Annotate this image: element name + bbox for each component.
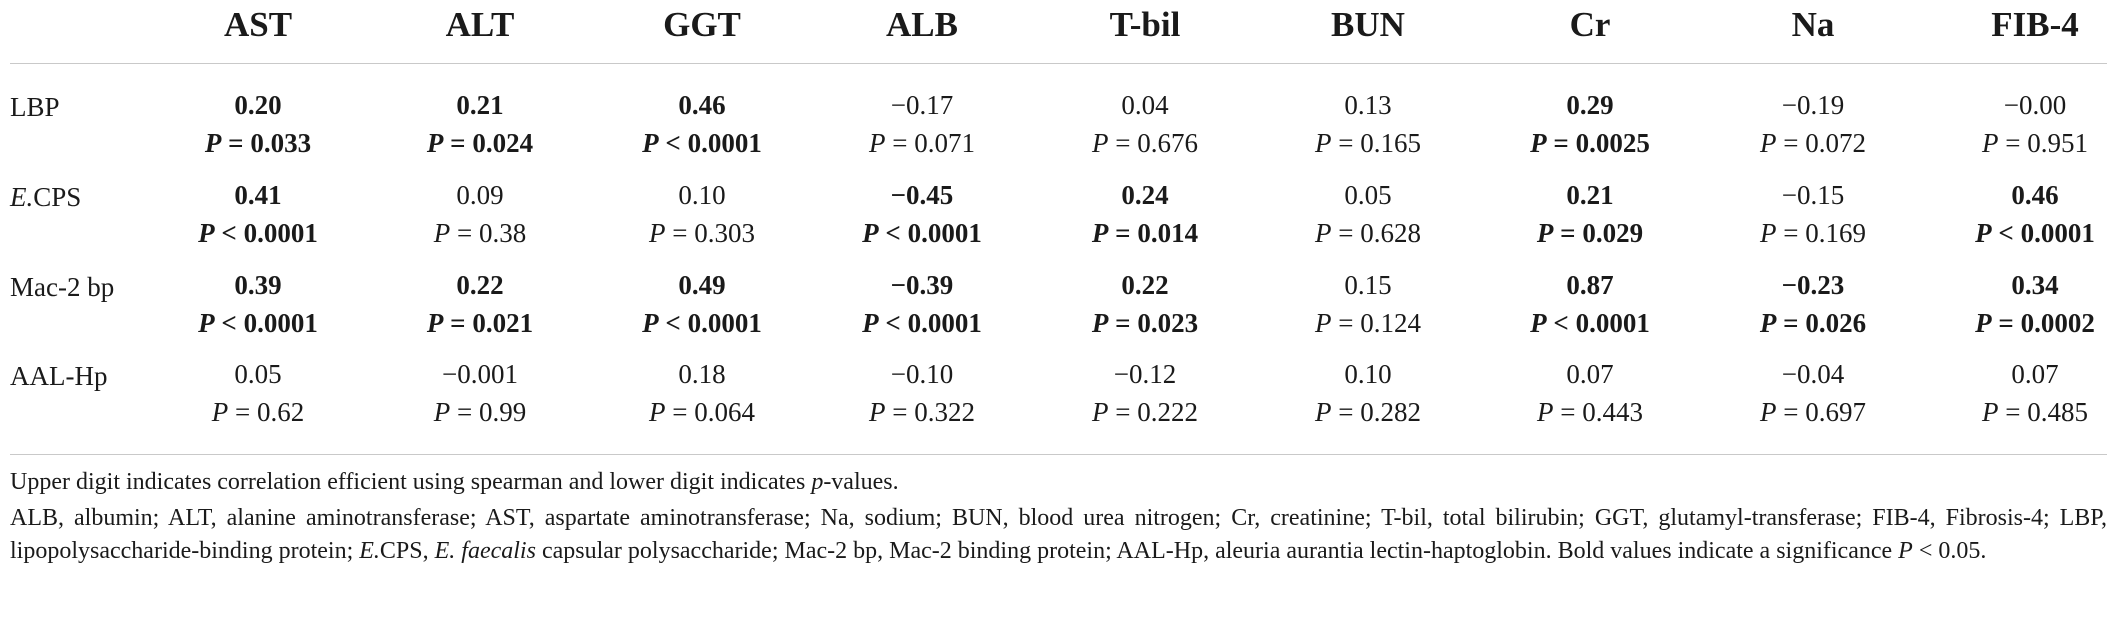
p-value — [807, 124, 1037, 162]
correlation-coefficient: 0.46 — [2011, 180, 2059, 210]
p-number: 0.0002 — [2020, 308, 2095, 338]
p-number: 0.303 — [694, 218, 755, 248]
p-operator: = — [450, 397, 479, 427]
p-symbol: P — [1536, 218, 1554, 248]
p-operator: < — [1991, 218, 2021, 248]
p-symbol: P — [433, 218, 451, 248]
table-cell — [807, 176, 1037, 252]
correlation-coefficient: −0.04 — [1781, 359, 1845, 389]
p-number: 0.0001 — [907, 308, 982, 338]
correlation-coefficient: −0.10 — [890, 359, 954, 389]
table-cell — [1920, 355, 2117, 431]
correlation-coefficient: 0.21 — [1566, 180, 1614, 210]
header-divider — [10, 63, 2107, 64]
p-value — [365, 393, 595, 431]
p-number: 0.021 — [472, 308, 534, 338]
table-cell — [143, 176, 373, 252]
p-value — [1030, 393, 1260, 431]
footnote-line-2 — [10, 502, 2107, 568]
p-operator: = — [1776, 397, 1806, 427]
p-operator: = — [443, 308, 473, 338]
p-operator: = — [1998, 397, 2028, 427]
row-label-text: CPS — [33, 182, 82, 212]
p-operator: = — [450, 218, 479, 248]
p-number: 0.033 — [250, 128, 312, 158]
p-operator: = — [1776, 128, 1806, 158]
p-symbol: P — [1760, 128, 1777, 158]
p-value — [1253, 124, 1483, 162]
row-label-italic: E. — [10, 182, 34, 212]
column-header: T-bil — [1109, 5, 1181, 44]
p-number: 0.072 — [1805, 128, 1866, 158]
table-cell — [1920, 176, 2117, 252]
footnote-text: capsular polysaccharide; Mac-2 bp, Mac-2 binding protein; AAL-Hp, aleuria aurantia lectin-haptoglobin. Bold values indicate a significance — [535, 538, 1899, 564]
correlation-coefficient: −0.001 — [442, 359, 518, 389]
table-cell — [1475, 86, 1705, 162]
p-number: 0.071 — [914, 128, 975, 158]
correlation-coefficient: −0.15 — [1781, 180, 1845, 210]
row-label — [10, 182, 81, 213]
p-value — [587, 124, 817, 162]
p-operator: = — [665, 218, 695, 248]
p-value — [1253, 214, 1483, 252]
p-value — [1698, 124, 1928, 162]
p-number: 0.0001 — [907, 218, 982, 248]
p-operator: = — [1108, 308, 1138, 338]
correlation-coefficient: 0.34 — [2011, 270, 2059, 300]
correlation-coefficient: 0.87 — [1566, 270, 1614, 300]
table-cell — [143, 86, 373, 162]
p-value — [365, 304, 595, 342]
p-number: 0.38 — [478, 218, 527, 248]
correlation-coefficient: −0.17 — [890, 90, 954, 120]
correlation-coefficient: 0.15 — [1344, 270, 1392, 300]
correlation-coefficient: 0.21 — [456, 90, 504, 120]
p-operator: = — [1331, 128, 1361, 158]
p-operator: < — [214, 308, 244, 338]
p-number: 0.0001 — [1575, 308, 1650, 338]
table-cell — [587, 266, 817, 342]
p-symbol: P — [1537, 397, 1554, 427]
p-symbol: P — [862, 218, 879, 248]
p-symbol: P — [204, 128, 222, 158]
p-symbol: P — [198, 308, 215, 338]
correlation-coefficient: 0.13 — [1344, 90, 1392, 120]
p-symbol: P — [862, 308, 879, 338]
p-operator: = — [1776, 218, 1806, 248]
p-operator: = — [1776, 308, 1806, 338]
p-symbol: P — [1315, 308, 1332, 338]
p-operator: = — [443, 128, 473, 158]
footnote-italic: p — [811, 469, 824, 495]
correlation-coefficient: 0.49 — [678, 270, 726, 300]
correlation-coefficient: 0.10 — [1344, 359, 1392, 389]
table-cell — [1253, 86, 1483, 162]
p-operator: = — [1546, 128, 1576, 158]
correlation-coefficient: 0.07 — [1566, 359, 1614, 389]
footnote-italic: E. faecalis — [434, 538, 536, 564]
p-symbol: P — [1975, 308, 1992, 338]
p-number: 0.124 — [1360, 308, 1421, 338]
row-label — [10, 361, 107, 392]
correlation-coefficient: −0.45 — [890, 180, 954, 210]
p-value — [1253, 304, 1483, 342]
p-operator: < — [878, 308, 908, 338]
p-number: 0.628 — [1360, 218, 1421, 248]
p-symbol: P — [1092, 397, 1109, 427]
table-cell — [1253, 355, 1483, 431]
footnote-text: ALB, albumin; ALT, alanine aminotransferase; AST, aspartate aminotransferase; Na, sodium; BUN, blood urea nitrogen; Cr, creatinine; T-bil, total bilirubin; GGT, glutamyl-transferase; FIB-4, Fibrosis-4; LBP, lipopolysaccharide-binding protein; — [10, 505, 2107, 564]
p-symbol: P — [869, 397, 886, 427]
column-header: FIB-4 — [1991, 5, 2079, 44]
table-cell — [1030, 86, 1260, 162]
table-cell — [1920, 86, 2117, 162]
correlation-coefficient: 0.24 — [1121, 180, 1169, 210]
p-number: 0.165 — [1360, 128, 1421, 158]
p-value — [143, 393, 373, 431]
p-operator: = — [1553, 397, 1583, 427]
p-value — [1030, 214, 1260, 252]
footer-divider — [10, 454, 2107, 455]
p-symbol: P — [1530, 128, 1547, 158]
correlation-coefficient: 0.05 — [234, 359, 282, 389]
p-value — [1475, 304, 1705, 342]
table-cell — [365, 266, 595, 342]
p-symbol: P — [211, 397, 229, 427]
table-cell — [1698, 86, 1928, 162]
p-operator: = — [1998, 128, 2028, 158]
p-symbol: P — [1091, 218, 1109, 248]
p-operator: < — [658, 308, 688, 338]
column-header: GGT — [663, 5, 741, 44]
p-number: 0.024 — [472, 128, 534, 158]
p-symbol: P — [1315, 128, 1332, 158]
correlation-coefficient: −0.19 — [1781, 90, 1845, 120]
p-value — [143, 124, 373, 162]
p-symbol: P — [1092, 128, 1109, 158]
p-symbol: P — [1982, 397, 1999, 427]
p-value — [1475, 393, 1705, 431]
p-value — [807, 304, 1037, 342]
p-number: 0.0001 — [687, 308, 762, 338]
p-value — [1698, 393, 1928, 431]
column-header: BUN — [1331, 5, 1405, 44]
footnote-italic: E. — [359, 538, 380, 564]
column-header: ALB — [886, 5, 958, 44]
p-value — [1920, 304, 2117, 342]
row-label — [10, 272, 114, 303]
row-label-text: LBP — [10, 92, 60, 122]
p-value — [587, 214, 817, 252]
p-value — [587, 304, 817, 342]
p-value — [1475, 124, 1705, 162]
table-cell — [1030, 176, 1260, 252]
p-number: 0.99 — [478, 397, 527, 427]
p-symbol: P — [1530, 308, 1547, 338]
p-symbol: P — [649, 218, 666, 248]
table-cell — [1475, 176, 1705, 252]
correlation-coefficient: 0.05 — [1344, 180, 1392, 210]
table-cell — [587, 176, 817, 252]
p-operator: = — [665, 397, 695, 427]
p-number: 0.064 — [694, 397, 755, 427]
p-value — [807, 393, 1037, 431]
table-cell — [1698, 266, 1928, 342]
correlation-coefficient: 0.20 — [234, 90, 282, 120]
p-number: 0.222 — [1137, 397, 1198, 427]
p-symbol: P — [649, 397, 666, 427]
table-cell — [365, 86, 595, 162]
p-symbol: P — [642, 308, 659, 338]
correlation-coefficient: 0.41 — [234, 180, 282, 210]
p-value — [1030, 304, 1260, 342]
p-symbol: P — [1091, 308, 1109, 338]
correlation-coefficient: 0.22 — [456, 270, 504, 300]
p-value — [807, 214, 1037, 252]
table-cell — [1698, 355, 1928, 431]
correlation-coefficient: −0.12 — [1113, 359, 1177, 389]
correlation-coefficient: 0.46 — [678, 90, 726, 120]
p-symbol: P — [1315, 397, 1332, 427]
p-symbol: P — [642, 128, 659, 158]
p-number: 0.029 — [1582, 218, 1644, 248]
p-value — [1920, 393, 2117, 431]
p-number: 0.023 — [1137, 308, 1199, 338]
p-value — [143, 304, 373, 342]
p-value — [1698, 304, 1928, 342]
p-operator: = — [1108, 128, 1138, 158]
p-number: 0.026 — [1805, 308, 1867, 338]
p-operator: = — [885, 128, 915, 158]
footnote-text: < 0.05. — [1912, 538, 1987, 564]
p-operator: = — [221, 128, 251, 158]
p-number: 0.0001 — [687, 128, 762, 158]
correlation-coefficient: −0.23 — [1781, 270, 1845, 300]
correlation-coefficient: −0.00 — [2003, 90, 2067, 120]
p-operator: = — [1331, 308, 1361, 338]
p-value — [365, 214, 595, 252]
p-symbol: P — [426, 308, 444, 338]
p-value — [365, 124, 595, 162]
p-operator: = — [228, 397, 257, 427]
p-number: 0.014 — [1137, 218, 1199, 248]
p-operator: = — [1553, 218, 1583, 248]
p-value — [1920, 124, 2117, 162]
table-cell — [1920, 266, 2117, 342]
p-value — [1030, 124, 1260, 162]
p-operator: < — [214, 218, 244, 248]
p-operator: < — [1546, 308, 1576, 338]
table-cell — [365, 176, 595, 252]
table-cell — [143, 266, 373, 342]
p-number: 0.443 — [1582, 397, 1643, 427]
p-value — [1253, 393, 1483, 431]
correlation-coefficient: 0.18 — [678, 359, 726, 389]
p-number: 0.697 — [1805, 397, 1866, 427]
table-cell — [1253, 176, 1483, 252]
p-symbol: P — [869, 128, 886, 158]
p-number: 0.485 — [2027, 397, 2088, 427]
table-cell — [1698, 176, 1928, 252]
correlation-coefficient: 0.04 — [1121, 90, 1169, 120]
table-cell — [807, 355, 1037, 431]
p-operator: = — [1331, 397, 1361, 427]
p-operator: = — [1108, 218, 1138, 248]
p-number: 0.62 — [256, 397, 305, 427]
p-value — [587, 393, 817, 431]
p-number: 0.0001 — [2020, 218, 2095, 248]
p-value — [143, 214, 373, 252]
p-number: 0.0025 — [1575, 128, 1650, 158]
column-header: Na — [1791, 5, 1835, 44]
p-operator: = — [1331, 218, 1361, 248]
correlation-coefficient: −0.39 — [890, 270, 954, 300]
footnote-text: Upper digit indicates correlation efficient using spearman and lower digit indicates — [10, 469, 812, 495]
p-symbol: P — [1759, 308, 1777, 338]
p-symbol: P — [1760, 218, 1777, 248]
p-operator: = — [1991, 308, 2021, 338]
p-value — [1920, 214, 2117, 252]
row-label-text: AAL-Hp — [10, 361, 108, 391]
correlation-coefficient: 0.10 — [678, 180, 726, 210]
table-cell — [1030, 266, 1260, 342]
column-header: Cr — [1569, 5, 1611, 44]
p-symbol: P — [1975, 218, 1992, 248]
p-operator: < — [878, 218, 908, 248]
p-symbol: P — [433, 397, 451, 427]
p-operator: = — [1108, 397, 1138, 427]
p-number: 0.0001 — [243, 218, 318, 248]
footnote-text: CPS, — [379, 538, 435, 564]
column-header: ALT — [445, 5, 515, 44]
table-cell — [587, 86, 817, 162]
table-cell — [365, 355, 595, 431]
table-cell — [807, 266, 1037, 342]
p-symbol: P — [198, 218, 215, 248]
table-cell — [143, 355, 373, 431]
p-number: 0.0001 — [243, 308, 318, 338]
table-cell — [1253, 266, 1483, 342]
row-label — [10, 92, 60, 123]
p-operator: < — [658, 128, 688, 158]
column-header: AST — [223, 5, 293, 44]
table-cell — [1475, 266, 1705, 342]
correlation-coefficient: 0.29 — [1566, 90, 1614, 120]
p-value — [1698, 214, 1928, 252]
footnote-line-1 — [10, 466, 2107, 499]
p-number: 0.282 — [1360, 397, 1421, 427]
p-number: 0.169 — [1805, 218, 1866, 248]
p-symbol: P — [426, 128, 444, 158]
footnote-text: -values. — [823, 469, 899, 495]
p-operator: = — [885, 397, 915, 427]
table-cell — [1030, 355, 1260, 431]
p-symbol: P — [1760, 397, 1777, 427]
row-label-text: Mac-2 bp — [10, 272, 115, 302]
p-symbol: P — [1315, 218, 1332, 248]
correlation-coefficient: 0.22 — [1121, 270, 1169, 300]
table-cell — [1475, 355, 1705, 431]
correlation-coefficient: 0.39 — [234, 270, 282, 300]
p-number: 0.676 — [1137, 128, 1198, 158]
correlation-coefficient: 0.07 — [2011, 359, 2059, 389]
table-cell — [587, 355, 817, 431]
p-number: 0.951 — [2027, 128, 2088, 158]
footnote-italic: P — [1898, 538, 1913, 564]
correlation-coefficient: 0.09 — [456, 180, 504, 210]
p-number: 0.322 — [914, 397, 975, 427]
p-symbol: P — [1982, 128, 1999, 158]
p-value — [1475, 214, 1705, 252]
table-cell — [807, 86, 1037, 162]
